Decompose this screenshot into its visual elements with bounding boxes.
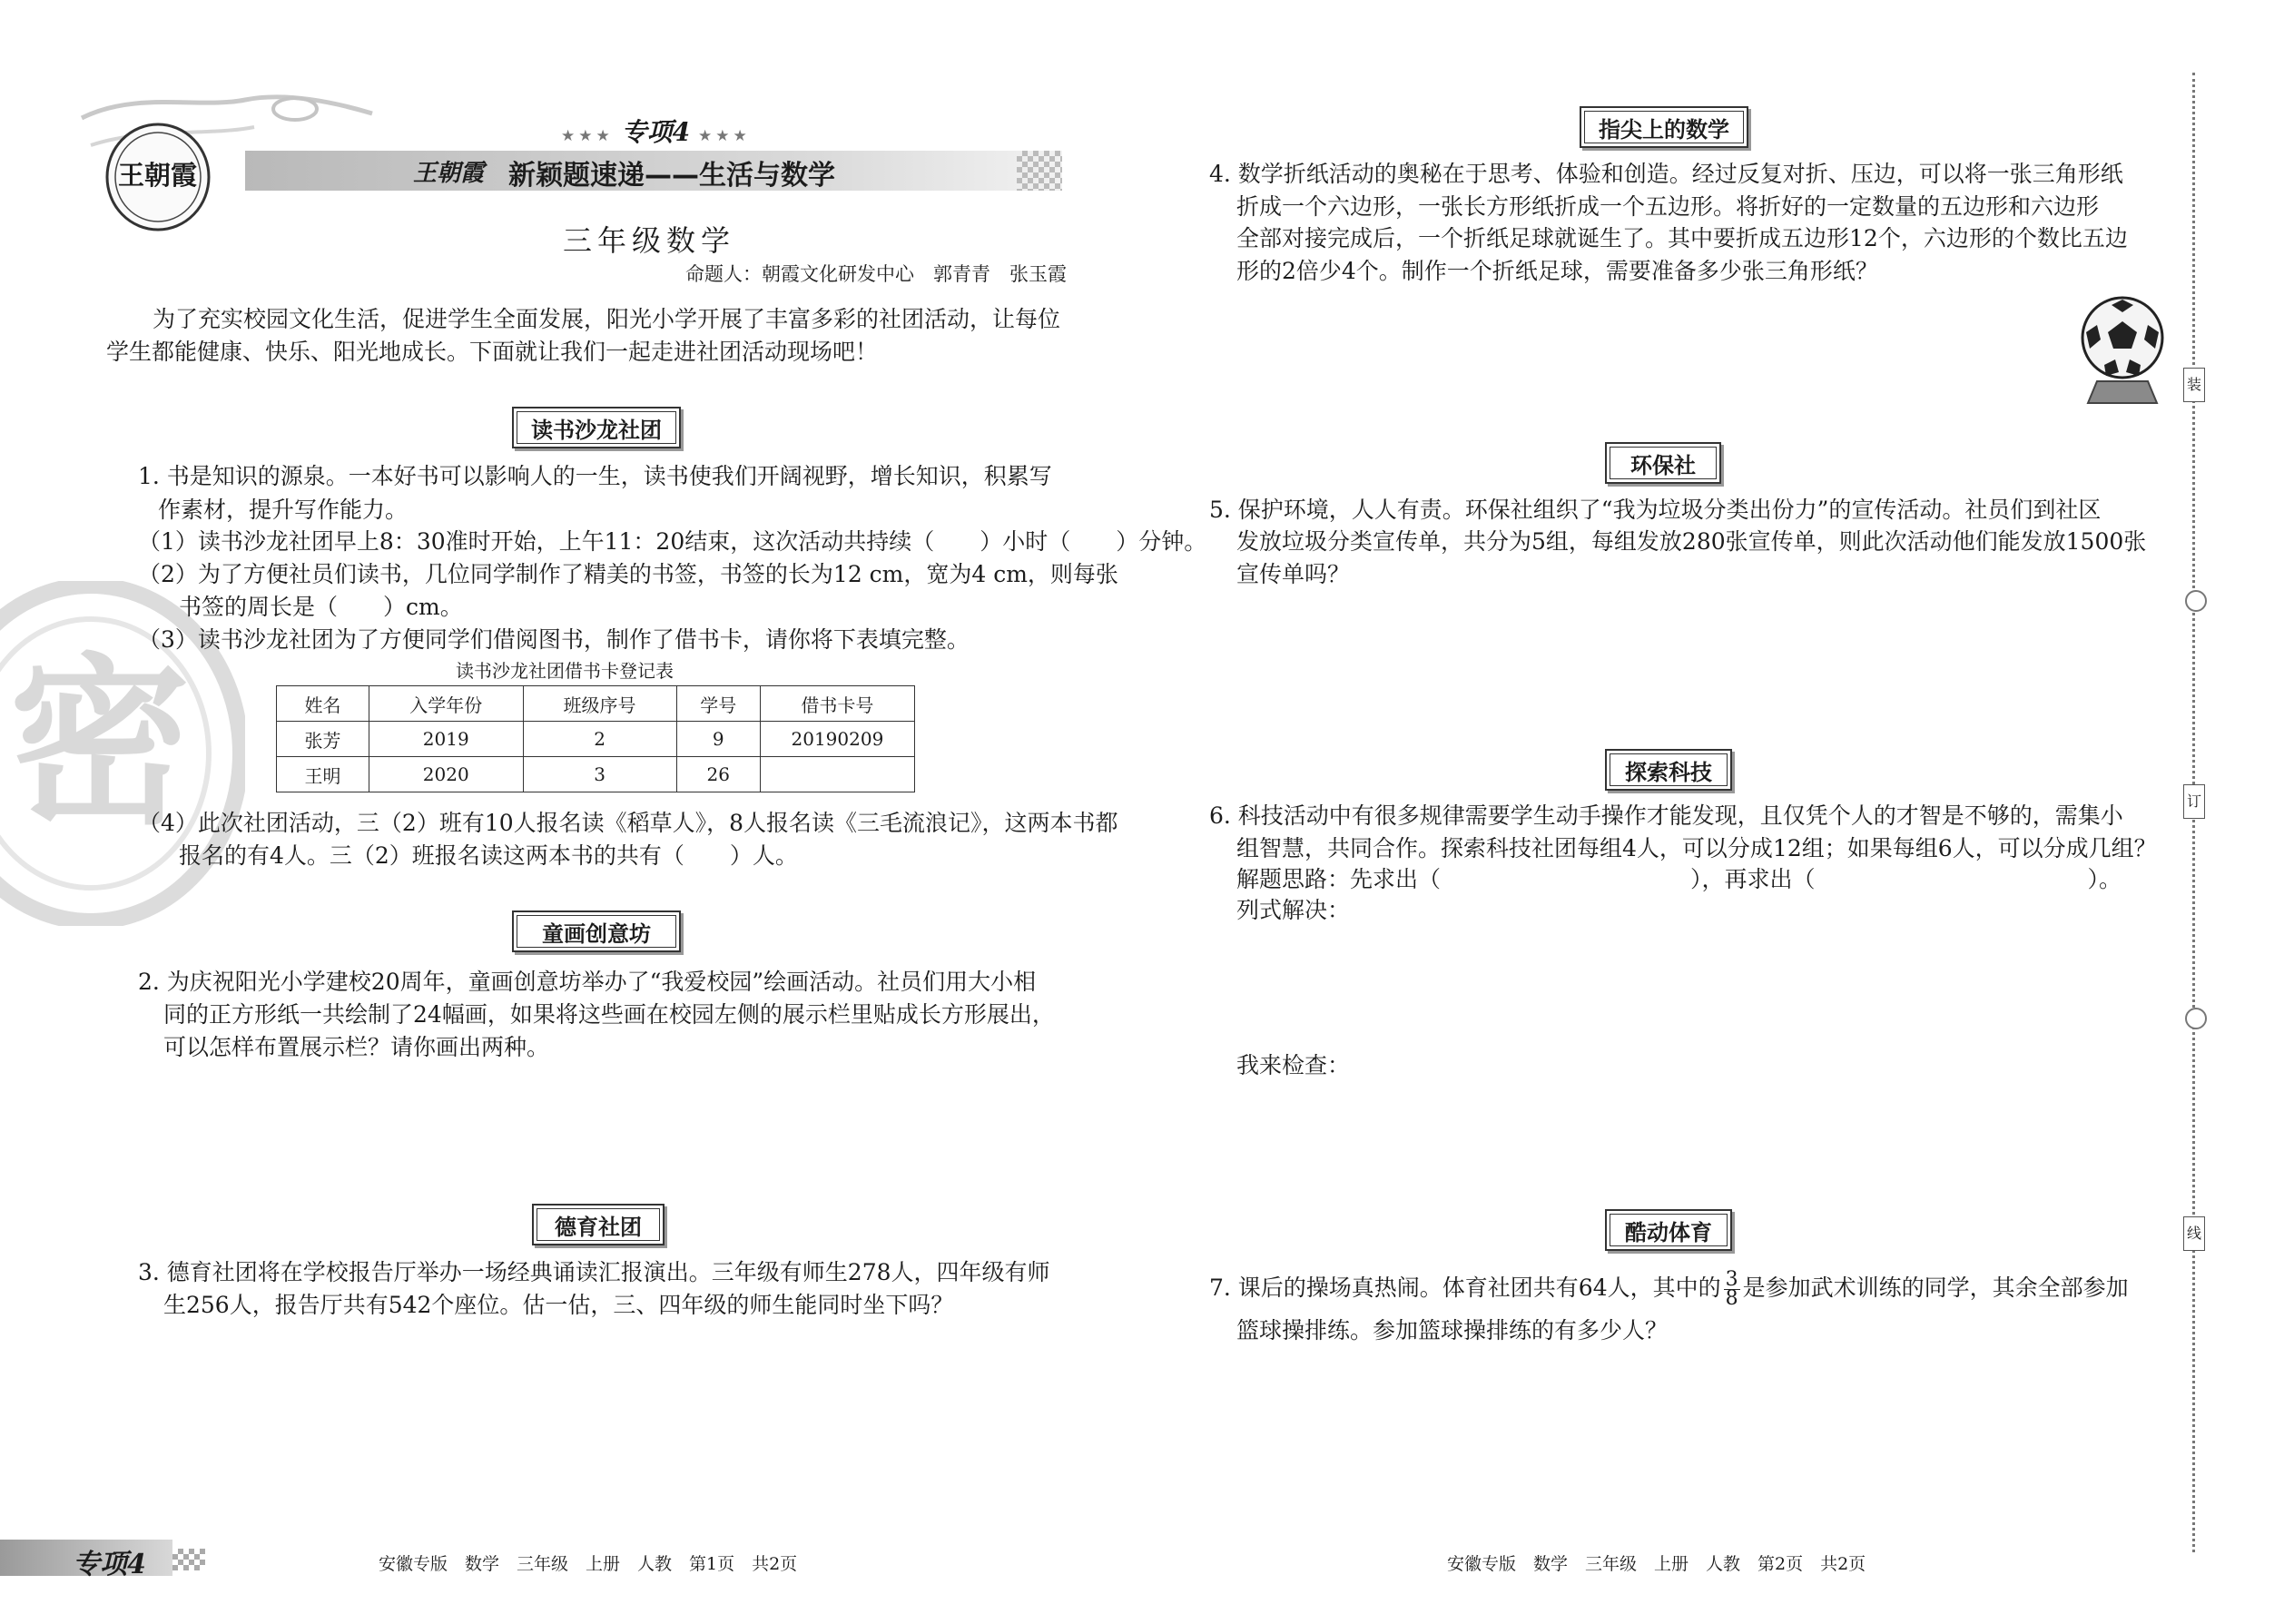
section-tech-label: 探索科技 [1625, 759, 1712, 785]
series-label-row [561, 113, 751, 149]
footer-right-info: 安徽专版 数学 三年级 上册 人教 第2页 共2页 [1447, 1554, 1866, 1574]
table-cell: 3 [523, 757, 676, 792]
section-eco-box [1605, 442, 1721, 484]
subject-title: 三年级数学 [563, 223, 736, 258]
q7-line-2: 篮球操排练。参加篮球操排练的有多少人？ [1236, 1317, 1669, 1343]
q2-line-2: 同的正方形纸一共绘制了24幅画，如果将这些画在校园左侧的展示栏里贴成长方形展出， [163, 1001, 1055, 1028]
q5-line-2: 发放垃圾分类宣传单，共分为5组，每组发放280张宣传单，则此次活动他们能发放1500张 [1236, 528, 2147, 555]
loan-card-table [276, 685, 915, 792]
table-cell: 张芳 [277, 722, 369, 757]
table-header-cell: 学号 [676, 686, 760, 722]
logo-name: 王朝霞 [118, 160, 198, 191]
q4-line-4: 形的2倍少4个。制作一个折纸足球，需要准备多少张三角形纸？ [1236, 258, 1878, 284]
q7-line-1 [1209, 1268, 2129, 1310]
section-painting-box [512, 910, 681, 952]
brand-logo [105, 123, 211, 231]
q1-part-2-line-2: 书签的周长是（ ）cm。 [179, 594, 463, 620]
q3-line-2: 生256人，报告厅共有542个座位。估一估，三、四年级的师生能同时坐下吗？ [163, 1292, 954, 1318]
q4-line-1: 4. 数学折纸活动的奥秘在于思考、体验和创造。经过反复对折、压边，可以将一张三角形纸 [1209, 161, 2123, 187]
q1-line-1: 1. 书是知识的源泉。一本好书可以影响人的一生，读书使我们开阔视野，增长知识，积累写 [138, 463, 1052, 489]
title-bar-checker [1017, 151, 1062, 191]
margin-char-3: 线 [2186, 1225, 2201, 1242]
section-eco-label: 环保社 [1630, 452, 1696, 478]
table-header-cell: 班级序号 [523, 686, 676, 722]
footer-tag: 专项4 [73, 1549, 146, 1580]
fraction-denominator: 8 [1725, 1287, 1738, 1310]
table-header-cell: 入学年份 [369, 686, 523, 722]
table-cell: 2 [523, 722, 676, 757]
q1-part-4-line-1: （4）此次社团活动，三（2）班有10人报名读《稻草人》，8人报名读《三毛流浪记》，这两本书都 [138, 810, 1118, 836]
q6-solve-label: 列式解决： [1236, 897, 1351, 923]
margin-char-box [2183, 784, 2205, 819]
margin-char-1: 装 [2186, 376, 2201, 393]
section-reading-label: 读书沙龙社团 [531, 417, 662, 443]
section-sports-label: 酷动体育 [1625, 1219, 1712, 1245]
q3-line-1: 3. 德育社团将在学校报告厅举办一场经典诵读汇报演出。三年级有师生278人，四年级有师 [138, 1259, 1050, 1285]
brand-signature: 王朝霞 [413, 160, 485, 187]
intro-line-2: 学生都能健康、快乐、阳光地成长。下面就让我们一起走进社团活动现场吧！ [106, 339, 879, 365]
q4-line-3: 全部对接完成后，一个折纸足球就诞生了。其中要折成五边形12个，六边形的个数比五边 [1236, 225, 2128, 251]
authors: 命题人：朝霞文化研发中心 郭青青 张玉霞 [685, 263, 1067, 285]
section-moral-label: 德育社团 [555, 1214, 642, 1240]
q6-line-2: 组智慧，共同合作。探索科技社团每组4人，可以分成12组；如果每组6人，可以分成几组？ [1236, 835, 2157, 861]
fraction-numerator: 3 [1725, 1268, 1738, 1291]
q5-line-1: 5. 保护环境，人人有责。环保社组织了“我为垃圾分类出份力”的宣传活动。社员们到社区 [1209, 497, 2102, 523]
table-answer-cell[interactable] [760, 757, 914, 792]
q1-part-3: （3）读书沙龙社团为了方便同学们借阅图书，制作了借书卡，请你将下表填完整。 [138, 626, 970, 653]
footer-left-info: 安徽专版 数学 三年级 上册 人教 第1页 共2页 [379, 1554, 798, 1574]
table-cell: 2020 [369, 757, 523, 792]
section-fingertip-label: 指尖上的数学 [1599, 116, 1729, 143]
section-tech-box [1605, 749, 1732, 791]
footer-checker [172, 1549, 205, 1570]
table-title: 读书沙龙社团借书卡登记表 [456, 660, 674, 682]
soccer-ball-illustration [2077, 290, 2168, 408]
table-header-row [277, 686, 915, 722]
stars-right: ★★★ [698, 127, 751, 145]
stars-left: ★★★ [561, 127, 614, 145]
q2-line-3: 可以怎样布置展示栏？请你画出两种。 [163, 1034, 550, 1060]
table-row [277, 757, 915, 792]
q7-text-after: 是参加武术训练的同学，其余全部参加 [1742, 1275, 2129, 1301]
q1-line-2: 作素材，提升写作能力。 [158, 497, 409, 523]
table-cell: 20190209 [760, 722, 914, 757]
q1-part-4-line-2: 报名的有4人。三（2）班报名读这两本书的共有（ ）人。 [179, 842, 798, 869]
section-fingertip-box [1580, 106, 1748, 148]
q6-check-label: 我来检查： [1236, 1052, 1351, 1078]
margin-char-box [2183, 368, 2205, 402]
margin-char-2: 订 [2186, 792, 2201, 810]
margin-hole [2185, 590, 2207, 612]
q5-line-3: 宣传单吗？ [1236, 561, 1351, 587]
section-painting-label: 童画创意坊 [542, 920, 651, 947]
intro-line-1: 为了充实校园文化生活，促进学生全面发展，阳光小学开展了丰富多彩的社团活动，让每位 [153, 306, 1061, 332]
q2-line-1: 2. 为庆祝阳光小学建校20周年，童画创意坊举办了“我爱校园”绘画活动。社员们用大小相 [138, 969, 1037, 995]
series-label: 专项4 [621, 117, 691, 147]
section-reading-box [512, 407, 681, 448]
table-cell: 9 [676, 722, 760, 757]
watermark-char: 密 [9, 638, 192, 850]
q6-idea: 解题思路：先求出（ ），再求出（ ）。 [1236, 866, 2122, 892]
fraction [1724, 1268, 1740, 1310]
q6-line-1: 6. 科技活动中有很多规律需要学生动手操作才能发现，且仅凭个人的才智是不够的，需集小 [1209, 802, 2123, 829]
table-cell: 王明 [277, 757, 369, 792]
page-title: 新颖题速递——生活与数学 [508, 160, 835, 192]
q1-part-1: （1）读书沙龙社团早上8：30准时开始，上午11：20结束，这次活动共持续（ ）小时（ ）分钟。 [138, 528, 1207, 555]
q1-part-2-line-1: （2）为了方便社员们读书，几位同学制作了精美的书签，书签的长为12 cm，宽为4 cm，则每张 [138, 561, 1118, 587]
table-cell: 26 [676, 757, 760, 792]
table-header-cell: 姓名 [277, 686, 369, 722]
section-moral-box [532, 1204, 665, 1245]
q4-line-2: 折成一个六边形，一张长方形纸折成一个五边形。将折好的一定数量的五边形和六边形 [1236, 193, 2100, 220]
section-sports-box [1605, 1209, 1732, 1251]
margin-char-box [2183, 1216, 2205, 1251]
table-cell: 2019 [369, 722, 523, 757]
table-row [277, 722, 915, 757]
table-header-cell: 借书卡号 [760, 686, 914, 722]
q7-text-before: 7. 课后的操场真热闹。体育社团共有64人，其中的 [1209, 1275, 1721, 1301]
margin-hole [2185, 1008, 2207, 1029]
